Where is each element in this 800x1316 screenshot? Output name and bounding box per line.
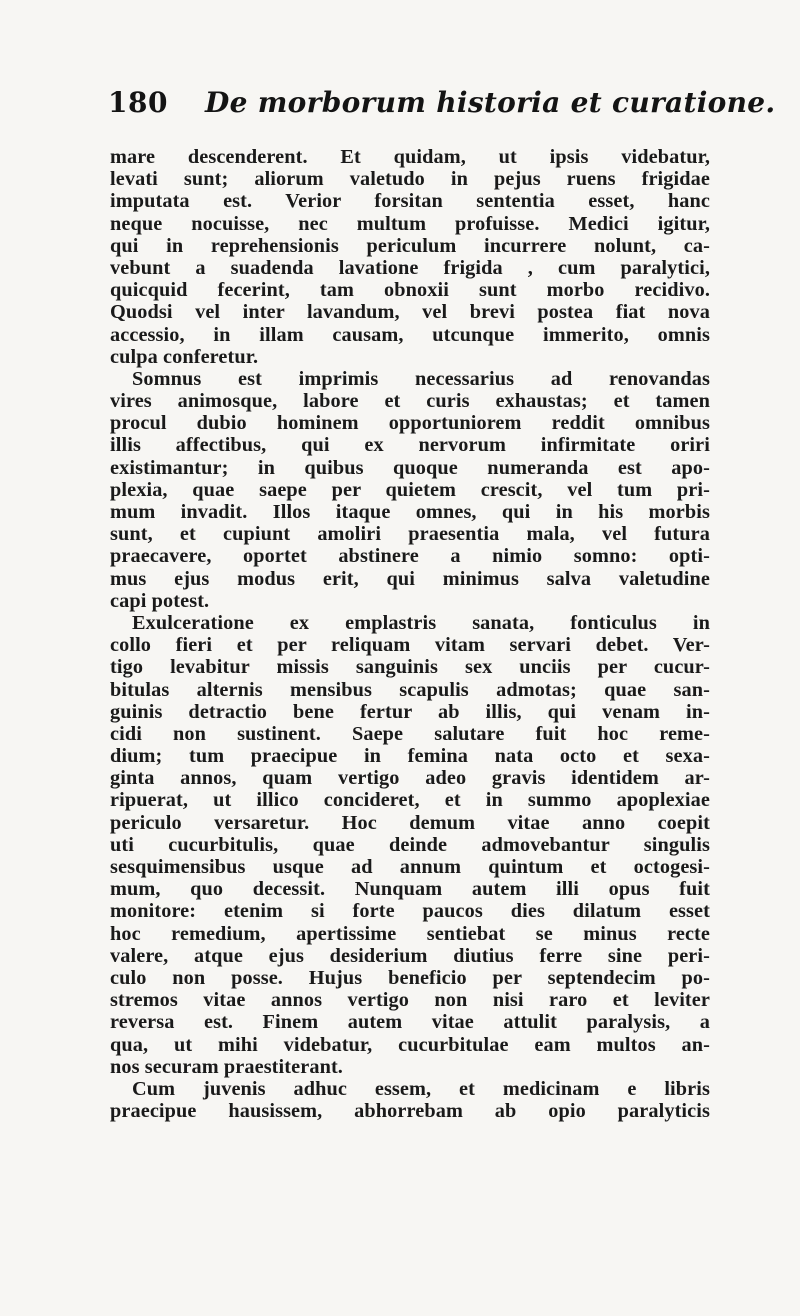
text-line: sunt, et cupiunt amoliri praesentia mala, vel futura [110, 523, 710, 546]
text-line: ripuerat, ut illico concideret, et in summo apoplexiae [110, 789, 710, 812]
text-line: reversa est. Finem autem vitae attulit paralysis, a [110, 1011, 710, 1034]
text-line: mare descenderent. Et quidam, ut ipsis videbatur, [110, 146, 710, 168]
text-line: culpa conferetur. [110, 345, 259, 368]
text-line: mus ejus modus erit, qui minimus salva valetudine [110, 567, 710, 590]
text-line: hoc remedium, apertissime sentiebat se minus recte [110, 922, 710, 945]
page-header [108, 86, 776, 126]
text-line: vebunt a suadenda lavatione frigida , cum paralytici, [110, 256, 710, 279]
text-line: existimantur; in quibus quoque numeranda est apo- [110, 456, 710, 479]
text-line: culo non posse. Hujus beneficio per septendecim po- [110, 966, 710, 989]
text-line: tigo levabitur missis sanguinis sex unciis per cucur- [110, 656, 710, 679]
text-line: neque nocuisse, nec multum profuisse. Medici igitur, [110, 212, 710, 235]
text-line: uti cucurbitulis, quae deinde admovebantur singulis [110, 833, 710, 856]
text-line: illis affectibus, qui ex nervorum infirmitate oriri [110, 434, 710, 457]
text-line: collo fieri et per reliquam vitam servari debet. Ver- [110, 634, 710, 657]
text-line: valere, atque ejus desiderium diutius ferre sine peri- [110, 944, 710, 967]
text-line: praecipue hausissem, abhorrebam ab opio paralyticis [110, 1100, 710, 1123]
text-line: capi potest. [110, 589, 210, 612]
text-line: qua, ut mihi videbatur, cucurbitulae eam multos an- [110, 1033, 710, 1056]
text-line: plexia, quae saepe per quietem crescit, vel tum pri- [110, 478, 710, 501]
text-line: imputata est. Verior forsitan sententia esset, hanc [110, 190, 710, 213]
text-line: periculo versaretur. Hoc demum vitae anno coepit [110, 811, 710, 834]
text-line: mum, quo decessit. Nunquam autem illi opus fuit [110, 878, 710, 901]
running-title: De morborum historia et curatione. [205, 86, 776, 119]
text-line: guinis detractio bene fertur ab illis, qui venam in- [110, 700, 710, 723]
page-number: 180 [108, 86, 168, 119]
text-line: bitulas alternis mensibus scapulis admotas; quae san- [110, 678, 710, 701]
text-line: Cum juvenis adhuc essem, et medicinam e libris [132, 1077, 710, 1100]
text-line: quicquid fecerint, tam obnoxii sunt morbo recidivo. [110, 279, 710, 302]
text-line: monitore: etenim si forte paucos dies dilatum esset [110, 900, 710, 923]
text-line: Quodsi vel inter lavandum, vel brevi postea fiat nova [110, 301, 710, 324]
text-line: dium; tum praecipue in femina nata octo et sexa- [110, 745, 710, 768]
text-line: cidi non sustinent. Saepe salutare fuit hoc reme- [110, 722, 710, 745]
text-line: praecavere, oportet abstinere a nimio somno: opti- [110, 545, 710, 568]
text-line: procul dubio hominem opportuniorem reddit omnibus [110, 412, 710, 435]
text-line: Exulceratione ex emplastris sanata, fonticulus in [132, 611, 710, 634]
body-text [110, 146, 710, 1122]
text-line: qui in reprehensionis periculum incurrere nolunt, ca- [110, 234, 710, 257]
text-line: sesquimensibus usque ad annum quintum et octogesi- [110, 856, 710, 878]
text-line: nos securam praestiterant. [110, 1055, 343, 1078]
text-line: Somnus est imprimis necessarius ad renovandas [132, 367, 710, 390]
text-line: stremos vitae annos vertigo non nisi raro et leviter [110, 989, 710, 1012]
text-line: accessio, in illam causam, utcunque immerito, omnis [110, 323, 710, 346]
text-line: vires animosque, labore et curis exhaustas; et tamen [110, 390, 710, 413]
text-line: ginta annos, quam vertigo adeo gravis identidem ar- [110, 767, 710, 790]
text-line: levati sunt; aliorum valetudo in pejus ruens frigidae [110, 168, 710, 191]
text-line: mum invadit. Illos itaque omnes, qui in his morbis [110, 501, 710, 523]
